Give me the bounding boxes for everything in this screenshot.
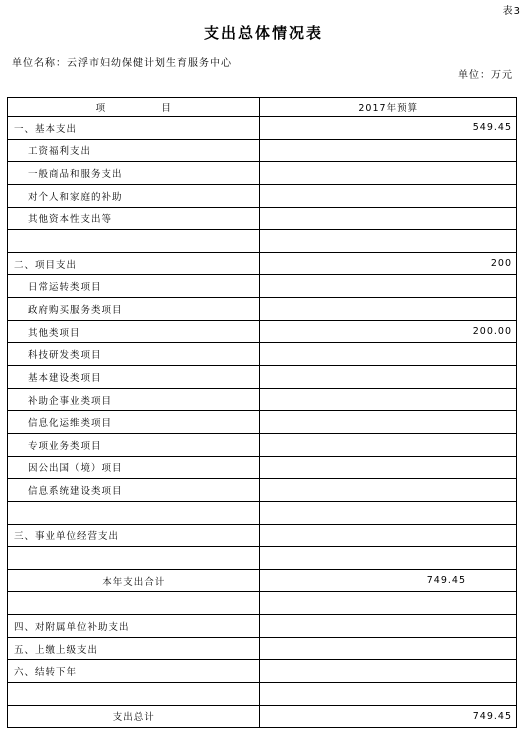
row-label: 信息化运维类项目	[8, 411, 260, 434]
table-row-empty	[8, 683, 517, 706]
table-row	[8, 343, 517, 366]
row-label: 科技研发类项目	[8, 343, 260, 366]
table-row	[8, 479, 517, 502]
row-label	[8, 592, 260, 615]
expenditure-table	[7, 97, 517, 728]
row-value	[260, 592, 517, 615]
grand-total-value: 749.45	[260, 705, 517, 728]
table-number: 表3	[502, 6, 521, 17]
row-label: 对个人和家庭的补助	[8, 184, 260, 207]
table-row	[8, 433, 517, 456]
row-label: 一般商品和服务支出	[8, 162, 260, 185]
row-value	[260, 433, 517, 456]
subtotal-row	[8, 569, 517, 592]
grand-total-label: 支出总计	[8, 705, 260, 728]
table-row	[8, 184, 517, 207]
row-value	[260, 637, 517, 660]
row-value	[260, 456, 517, 479]
row-label: 六、结转下年	[8, 660, 260, 683]
table-row	[8, 298, 517, 321]
header-item-char-a: 项	[95, 103, 107, 114]
row-label: 一、基本支出	[8, 117, 260, 140]
grand-total-row	[8, 705, 517, 728]
header-item-cell	[8, 98, 260, 117]
row-label: 四、对附属单位补助支出	[8, 615, 260, 638]
subtotal-label: 本年支出合计	[8, 569, 260, 592]
table-row	[8, 456, 517, 479]
subtotal-value: 749.45	[260, 569, 517, 592]
row-value	[260, 683, 517, 706]
row-label: 三、事业单位经营支出	[8, 524, 260, 547]
row-value	[260, 547, 517, 570]
row-value	[260, 411, 517, 434]
row-value	[260, 343, 517, 366]
table-row	[8, 388, 517, 411]
row-label: 其他类项目	[8, 320, 260, 343]
table-row	[8, 320, 517, 343]
table-row	[8, 117, 517, 140]
table-row-empty	[8, 592, 517, 615]
table-header-row	[8, 98, 517, 117]
row-value	[260, 275, 517, 298]
row-value	[260, 162, 517, 185]
table-row	[8, 252, 517, 275]
row-label: 政府购买服务类项目	[8, 298, 260, 321]
document-title: 支出总体情况表	[203, 24, 323, 42]
row-value	[260, 184, 517, 207]
table-row-empty	[8, 547, 517, 570]
row-label: 日常运转类项目	[8, 275, 260, 298]
header-item-char-b: 目	[161, 103, 172, 114]
row-value	[260, 615, 517, 638]
row-value: 200.00	[260, 320, 517, 343]
row-label: 工资福利支出	[8, 139, 260, 162]
table-row	[8, 411, 517, 434]
table-row-empty	[8, 230, 517, 253]
row-value	[260, 139, 517, 162]
table-row-empty	[8, 501, 517, 524]
row-value	[260, 230, 517, 253]
table-row	[8, 660, 517, 683]
row-label: 二、项目支出	[8, 252, 260, 275]
table-row	[8, 366, 517, 389]
row-label: 信息系统建设类项目	[8, 479, 260, 502]
row-label: 因公出国（境）项目	[8, 456, 260, 479]
row-value	[260, 479, 517, 502]
row-value	[260, 660, 517, 683]
row-label	[8, 547, 260, 570]
row-value	[260, 298, 517, 321]
row-label	[8, 230, 260, 253]
row-label: 补助企事业类项目	[8, 388, 260, 411]
row-value	[260, 207, 517, 230]
unit-name: 单位名称：云浮市妇幼保健计划生育服务中心	[12, 58, 232, 69]
row-label: 基本建设类项目	[8, 366, 260, 389]
table-row	[8, 275, 517, 298]
table-row	[8, 615, 517, 638]
row-label	[8, 501, 260, 524]
row-value: 200	[260, 252, 517, 275]
table-row	[8, 637, 517, 660]
unit-measure: 单位：万元	[458, 70, 513, 81]
row-label	[8, 683, 260, 706]
header-budget-cell: 2017年预算	[260, 98, 517, 117]
row-value	[260, 366, 517, 389]
row-label: 专项业务类项目	[8, 433, 260, 456]
row-value: 549.45	[260, 117, 517, 140]
row-label: 五、上缴上级支出	[8, 637, 260, 660]
table-row	[8, 139, 517, 162]
table-row	[8, 162, 517, 185]
table-row	[8, 207, 517, 230]
row-value	[260, 501, 517, 524]
table-row	[8, 524, 517, 547]
row-label: 其他资本性支出等	[8, 207, 260, 230]
row-value	[260, 388, 517, 411]
row-value	[260, 524, 517, 547]
